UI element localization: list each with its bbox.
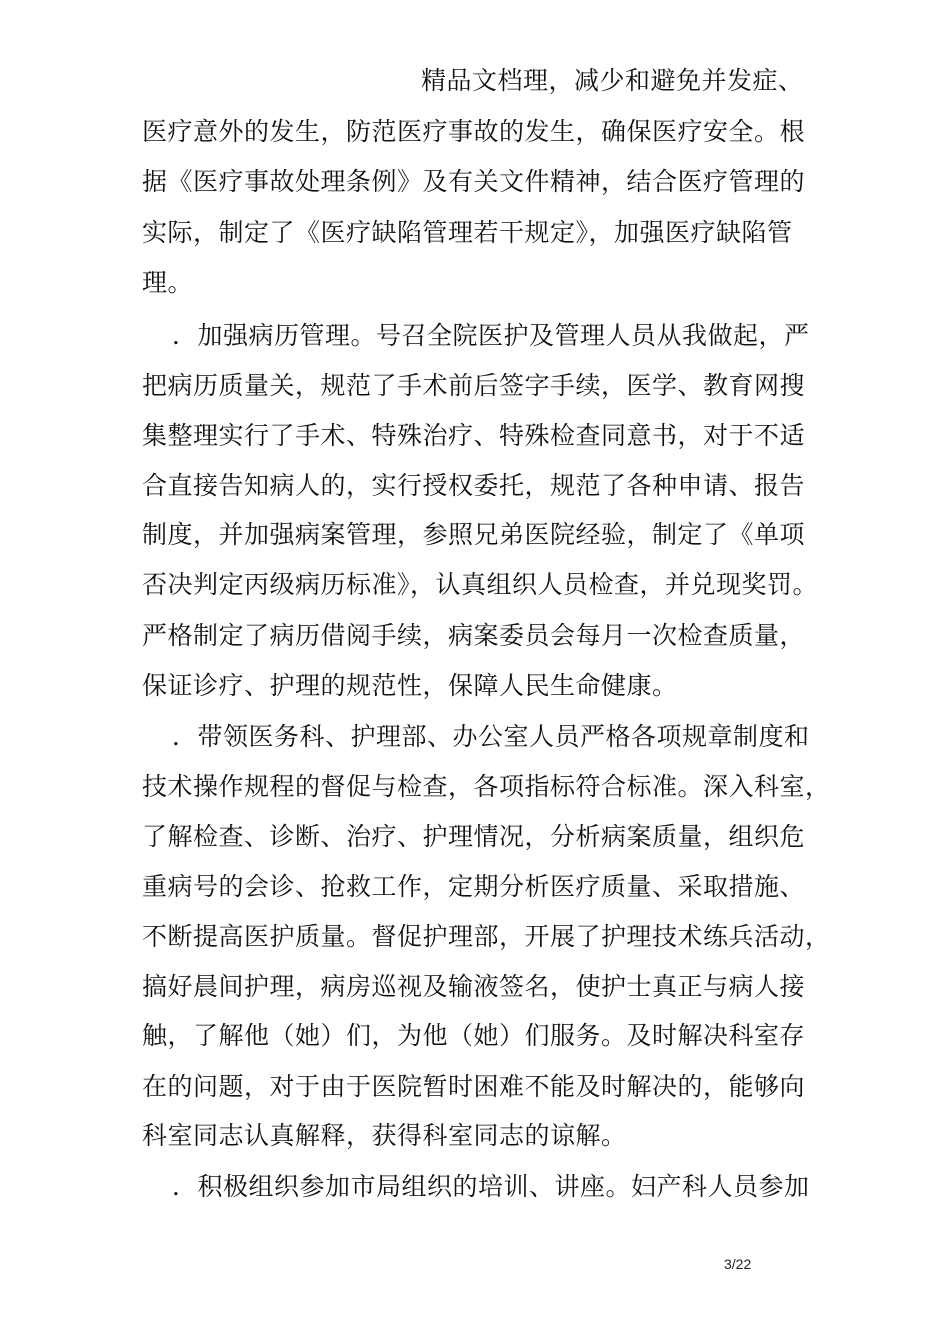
text-line-10: 制度，并加强病案管理，参照兄弟医院经验，制定了《单项 <box>142 520 806 549</box>
text-line-20: 触，了解他（她）们，为他（她）们服务。及时解决科室存 <box>142 1021 806 1050</box>
text-line-19: 搞好晨间护理，病房巡视及输液签名，使护士真正与病人接 <box>142 972 806 1001</box>
text-line-14: ．带领医务科、护理部、办公室人员严格各项规章制度和 <box>172 722 810 751</box>
text-line-16: 了解检查、诊断、治疗、护理情况，分析病案质量，组织危 <box>142 822 806 851</box>
text-line-9: 合直接告知病人的，实行授权委托，规范了各种申请、报告 <box>142 471 806 500</box>
text-line-17: 重病号的会诊、抢救工作，定期分析医疗质量、采取措施、 <box>142 872 806 901</box>
page-number: 3/22 <box>724 1256 752 1272</box>
text-line-12: 严格制定了病历借阅手续，病案委员会每月一次检查质量， <box>142 621 806 650</box>
text-line-7: 把病历质量关，规范了手术前后签字手续，医学、教育网搜 <box>142 371 806 400</box>
text-line-22: 科室同志认真解释，获得科室同志的谅解。 <box>142 1121 627 1150</box>
text-line-3: 据《医疗事故处理条例》及有关文件精神，结合医疗管理的 <box>142 167 806 196</box>
text-line-6: ．加强病历管理。号召全院医护及管理人员从我做起，严 <box>172 321 810 350</box>
text-line-5: 理。 <box>142 268 194 297</box>
text-line-15: 技术操作规程的督促与检查，各项指标符合标准。深入科室， <box>142 772 831 801</box>
text-line-18: 不断提高医护质量。督促护理部，开展了护理技术练兵活动， <box>142 922 831 951</box>
text-line-23: ．积极组织参加市局组织的培训、讲座。妇产科人员参加 <box>172 1172 810 1201</box>
text-line-1: 精品文档理，减少和避免并发症、 <box>421 66 804 95</box>
text-line-2: 医疗意外的发生，防范医疗事故的发生，确保医疗安全。根 <box>142 117 806 146</box>
text-line-8: 集整理实行了手术、特殊治疗、特殊检查同意书，对于不适 <box>142 421 806 450</box>
text-line-4: 实际，制定了《医疗缺陷管理若干规定》，加强医疗缺陷管 <box>142 218 793 247</box>
text-line-11: 否决判定丙级病历标准》，认真组织人员检查，并兑现奖罚。 <box>142 570 819 599</box>
text-line-13: 保证诊疗、护理的规范性，保障人民生命健康。 <box>142 671 678 700</box>
text-line-21: 在的问题，对于由于医院暂时困难不能及时解决的，能够向 <box>142 1072 806 1101</box>
